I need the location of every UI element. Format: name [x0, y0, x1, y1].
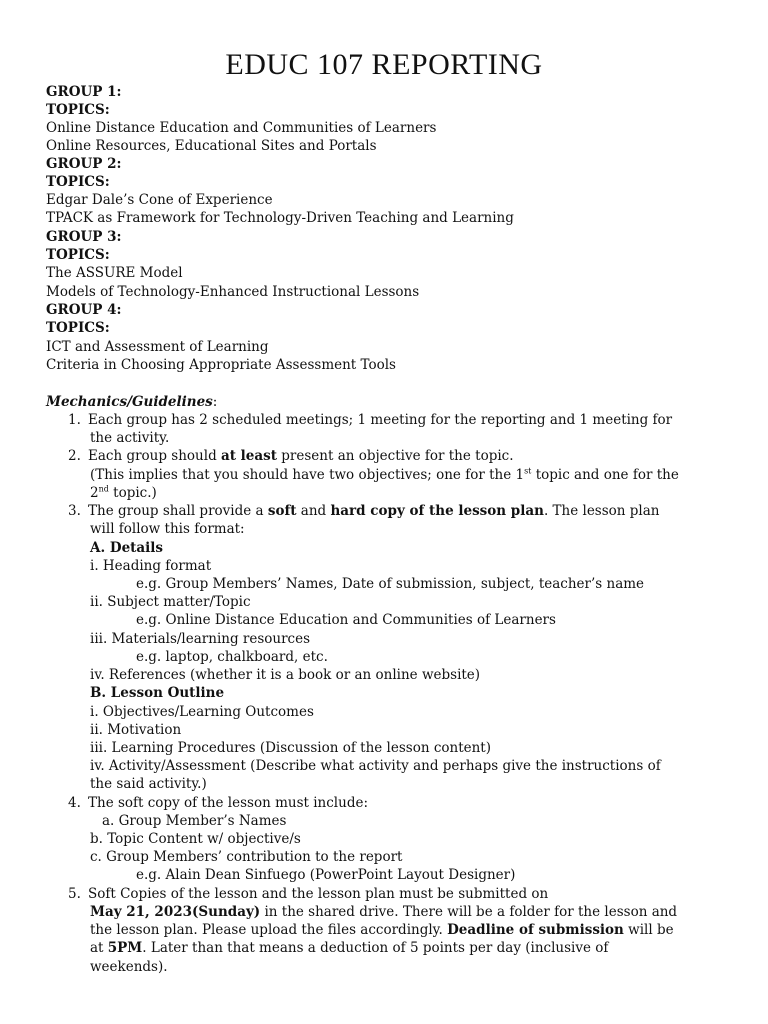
item-3-pre: The group shall provide a [88, 503, 268, 519]
lesson-outline-heading: B. Lesson Outline [90, 685, 225, 701]
group-4-topic-2: Criteria in Choosing Appropriate Assessment Tools [46, 357, 396, 373]
item-2-line-2b: topic and one for the [531, 467, 679, 483]
item-3-bold-hard-copy: hard copy of the lesson plan [330, 503, 544, 519]
group-1-topics-label: TOPICS: [46, 102, 110, 118]
item-5-text-1: Soft Copies of the lesson and the lesson plan must be submitted on [88, 886, 549, 902]
item-5-line-3 [90, 921, 728, 939]
mechanics-heading [46, 393, 728, 411]
item-4-line-1 [68, 794, 728, 812]
item-4-sub: c. Group Members’ contribution to the report [90, 849, 403, 865]
group-3-topic-2: Models of Technology-Enhanced Instructional Lessons [46, 284, 420, 300]
item-1-text-1: Each group has 2 scheduled meetings; 1 meeting for the reporting and 1 meeting for [88, 412, 673, 428]
group-2-topic-1: Edgar Dale’s Cone of Experience [46, 192, 273, 208]
item-2-line-3 [90, 484, 728, 502]
item-2-sup-1: st [524, 466, 532, 476]
item-5-line-4-pre: at [90, 940, 108, 956]
item-4-text: The soft copy of the lesson must include: [88, 795, 368, 811]
item-3-number: 3. [68, 503, 81, 519]
deadline-label: Deadline of submission [447, 922, 624, 938]
item-5-line-5: weekends). [90, 959, 168, 975]
submission-date: May 21, 2023(Sunday) [90, 904, 261, 920]
group-3-topics-label: TOPICS: [46, 247, 110, 263]
group-1-topic-2: Online Resources, Educational Sites and Portals [46, 138, 377, 154]
page-title: EDUC 107 REPORTING [225, 48, 543, 81]
item-2-line-2a: (This implies that you should have two objectives; one for the 1 [90, 467, 525, 483]
group-3-topic-1: The ASSURE Model [46, 265, 183, 281]
item-4-example: e.g. Alain Dean Sinfuego (PowerPoint Layout Designer) [136, 867, 516, 883]
group-3-label: GROUP 3: [46, 229, 122, 245]
lesson-outline-item: ii. Motivation [90, 722, 182, 738]
lesson-outline-item: i. Objectives/Learning Outcomes [90, 704, 314, 720]
details-item: ii. Subject matter/Topic [90, 594, 251, 610]
item-3-line-1 [68, 502, 728, 520]
item-1-line-1 [68, 411, 728, 429]
group-4-label: GROUP 4: [46, 302, 122, 318]
group-2-topic-2: TPACK as Framework for Technology-Driven Teaching and Learning [46, 210, 514, 226]
group-4-topic-1: ICT and Assessment of Learning [46, 339, 269, 355]
item-5-line-3-pre: the lesson plan. Please upload the files accordingly. [90, 922, 448, 938]
item-1-number: 1. [68, 412, 81, 428]
lesson-outline-item: the said activity.) [90, 776, 207, 792]
item-4-sub: b. Topic Content w/ objective/s [90, 831, 301, 847]
group-1-topic-1: Online Distance Education and Communities of Learners [46, 120, 437, 136]
item-2-line-1 [68, 447, 728, 465]
item-1-line-2: the activity. [90, 430, 170, 446]
item-4-number: 4. [68, 795, 81, 811]
lesson-outline-item: iv. Activity/Assessment (Describe what activity and perhaps give the instructions of [90, 758, 661, 774]
item-5-line-4 [90, 939, 728, 957]
item-3-mid: and [296, 503, 331, 519]
deadline-time: 5PM [107, 940, 143, 956]
details-example: e.g. laptop, chalkboard, etc. [136, 649, 328, 665]
lesson-outline-item: iii. Learning Procedures (Discussion of the lesson content) [90, 740, 491, 756]
item-2-line-2 [90, 466, 728, 484]
details-item: iv. References (whether it is a book or an online website) [90, 667, 481, 683]
item-5-number: 5. [68, 886, 81, 902]
details-item: i. Heading format [90, 558, 212, 574]
item-5-line-4-post: . Later than that means a deduction of 5 points per day (inclusive of [142, 940, 609, 956]
group-4-topics-label: TOPICS: [46, 320, 110, 336]
item-2-line-3b: topic.) [108, 485, 157, 501]
details-example: e.g. Online Distance Education and Communities of Learners [136, 612, 556, 628]
details-example: e.g. Group Members’ Names, Date of submission, subject, teacher’s name [136, 576, 645, 592]
item-5-line-2 [90, 903, 728, 921]
item-2-bold: at least [221, 448, 277, 464]
item-5-line-2-post: in the shared drive. There will be a folder for the lesson and [260, 904, 678, 920]
group-2-topics-label: TOPICS: [46, 174, 110, 190]
mechanics-heading-text: Mechanics/Guidelines [46, 394, 213, 410]
mechanics-heading-colon: : [212, 394, 218, 410]
item-4-sub: a. Group Member’s Names [102, 813, 287, 829]
item-2-line-3a: 2 [90, 485, 99, 501]
group-2-label: GROUP 2: [46, 156, 122, 172]
details-heading: A. Details [90, 540, 164, 556]
item-2-sup-2: nd [98, 484, 109, 494]
item-2-pre: Each group should [88, 448, 221, 464]
item-2-post: present an objective for the topic. [276, 448, 514, 464]
item-3-line-2: will follow this format: [90, 521, 245, 537]
details-item: iii. Materials/learning resources [90, 631, 311, 647]
item-2-number: 2. [68, 448, 81, 464]
item-5-line-1 [68, 885, 728, 903]
item-3-post: . The lesson plan [543, 503, 660, 519]
group-1-label: GROUP 1: [46, 84, 122, 100]
item-3-bold-soft: soft [267, 503, 297, 519]
item-5-line-3-post: will be [623, 922, 674, 938]
